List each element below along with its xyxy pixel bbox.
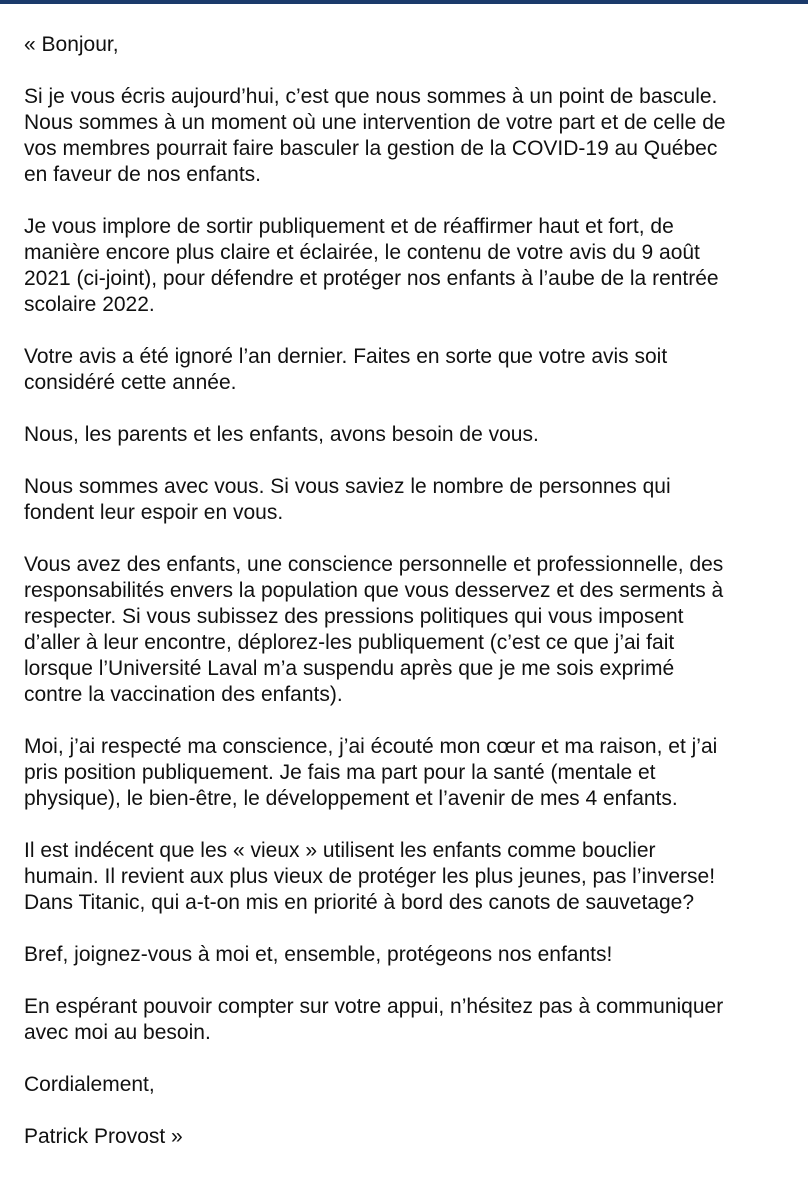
letter-paragraph-9: Bref, joignez-vous à moi et, ensemble, protégeons nos enfants!: [24, 943, 613, 966]
letter-paragraph-4: Nous, les parents et les enfants, avons besoin de vous.: [24, 423, 539, 446]
letter-paragraph-1: Si je vous écris aujourd’hui, c’est que nous sommes à un point de bascule. Nous sommes à un moment où une intervention de votre part et de celle de vos membres pourrait faire basculer la gestion de la COVID-19 au Québec en faveur de nos enfants.: [24, 85, 726, 186]
letter-body: [24, 32, 800, 1150]
letter-paragraph-10: En espérant pouvoir compter sur votre appui, n’hésitez pas à communiquer avec moi au besoin.: [24, 995, 724, 1044]
letter-paragraph-8: Il est indécent que les « vieux » utilisent les enfants comme bouclier humain. Il revient aux plus vieux de protéger les plus jeunes, pas l’inverse! Dans Titanic, qui a-t-on mis en priorité à bord des canots de sauvetage?: [24, 839, 716, 914]
letter-closing: Cordialement,: [24, 1073, 155, 1096]
letter-paragraph-3: Votre avis a été ignoré l’an dernier. Faites en sorte que votre avis soit considéré cette année.: [24, 345, 668, 394]
letter-paragraph-6: Vous avez des enfants, une conscience personnelle et professionnelle, des responsabilités envers la population que vous desservez et des serments à respecter. Si vous subissez des pressions politiques qui vous imposent d’aller à leur encontre, déplorez-les publiquement (c’est ce que j’ai fait lorsque l’Université Laval m’a suspendu après que je me sois exprimé contre la vaccination des enfants).: [24, 553, 724, 706]
letter-paragraph-5: Nous sommes avec vous. Si vous saviez le nombre de personnes qui fondent leur espoir en vous.: [24, 475, 671, 524]
letter-signature: Patrick Provost »: [24, 1125, 183, 1148]
letter-greeting: « Bonjour,: [24, 33, 119, 56]
letter-paragraph-7: Moi, j’ai respecté ma conscience, j’ai écouté mon cœur et ma raison, et j’ai pris position publiquement. Je fais ma part pour la santé (mentale et physique), le bien-être, le développement et l’avenir de mes 4 enfants.: [24, 735, 718, 810]
letter-paragraph-2: Je vous implore de sortir publiquement et de réaffirmer haut et fort, de manière encore plus claire et éclairée, le contenu de votre avis du 9 août 2021 (ci-joint), pour défendre et protéger nos enfants à l’aube de la rentrée scolaire 2022.: [24, 215, 719, 316]
letter-page: [0, 4, 808, 1200]
